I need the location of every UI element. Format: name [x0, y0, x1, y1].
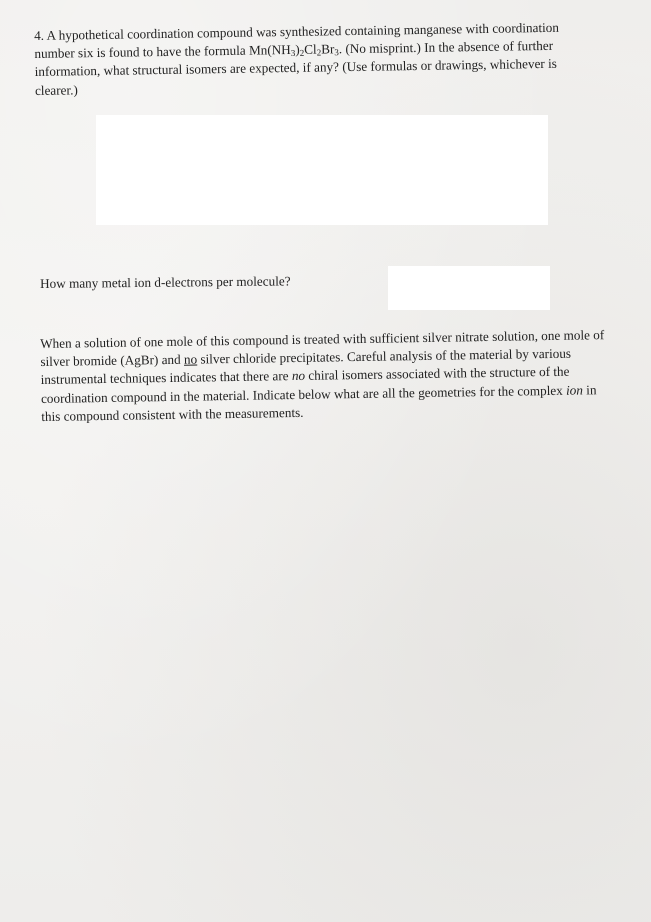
d-electrons-question: How many metal ion d-electrons per molecule? — [40, 273, 291, 291]
question-4-text: 4. A hypothetical coordination compound was synthesized containing manganese with coordination number six is found to have the formula $Mn(NH_3)_2Cl_2Br_3$. (No misprint.) In the absence of further information, what structural isomers are expected, if any? (Use formulas or drawings, whichever is clearer.) — [34, 19, 560, 98]
silver-nitrate-question: When a solution of one mole of this compound is treated with sufficient silver nitrate solution, one mole of silver bromide (AgBr) and no silver chloride precipitates. Careful analysis of the material by various instrumental techniques indicates that there are no chiral isomers associated with the structure of the coordination compound in the material. Indicate below what are all the geometries for the complex ion in this compound consistent with the measurements. — [40, 327, 605, 424]
isomers-answer-area[interactable] — [96, 115, 548, 225]
italic-no: no — [291, 368, 306, 384]
underlined-no: no — [183, 351, 198, 367]
d-electrons-answer-area[interactable] — [388, 266, 550, 310]
question-number: 4. — [34, 27, 45, 43]
italic-ion: ion — [565, 382, 584, 398]
